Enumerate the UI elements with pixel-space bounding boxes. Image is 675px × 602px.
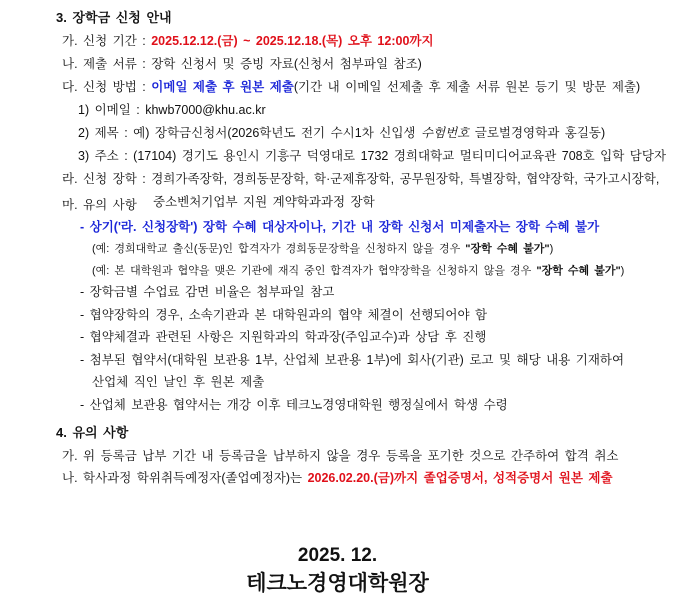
ex1-post: ) (549, 243, 554, 255)
scholarship-line2: 중소벤처기업부 지원 계약학과과정 장학 (153, 195, 375, 209)
notes-label: 마. 유의 사항 (62, 198, 137, 212)
scholarship-row (62, 171, 659, 187)
email-label: 1) 이메일 : (78, 103, 146, 117)
method-row (62, 79, 640, 95)
email-row (78, 102, 266, 118)
subject-label: 2) 제목 : (78, 126, 134, 140)
docs-label: 나. 제출 서류 : (62, 57, 152, 71)
ex2-pre: (예: 본 대학원과 협약을 맺은 기관에 재직 중인 합격자가 협약장학을 신청하지 않을 경우 (92, 265, 537, 277)
section3-title: 3. 장학금 신청 안내 (56, 10, 172, 25)
note-example-2 (92, 263, 624, 279)
ex1-pre: (예: 경희대학교 출신(동문)인 합격자가 경희동문장학을 신청하지 않을 경우 (92, 243, 466, 255)
scholarship-label: 라. 신청 장학 : (62, 172, 152, 186)
ex2-post: ) (620, 265, 625, 277)
scholarship-line1: 경희가족장학, 경희동문장학, 학·군제휴장학, 공무원장학, 특별장학, 협약장학, 국가고시장학, (151, 172, 660, 186)
note-3: - 협약장학의 경우, 소속기관과 본 대학원과의 협약 체결이 선행되어야 함 (80, 308, 488, 322)
ex2-bold: "장학 수혜 불가" (536, 265, 621, 277)
subject-post: 글로벌경영학과 홍길동) (469, 126, 606, 140)
ex1-bold: "장학 수혜 불가" (465, 243, 550, 255)
note-2: - 장학금별 수업료 감면 비율은 첨부파일 참고 (80, 285, 335, 299)
footer-date: 2025. 12. (297, 545, 378, 566)
docs-value: 장학 신청서 및 증빙 자료(신청서 첨부파일 참조) (151, 57, 422, 71)
method-emph: 이메일 제출 후 원본 제출 (151, 80, 294, 94)
docs-row (62, 56, 422, 72)
subject-italic: 수험번호 (420, 126, 470, 140)
section4-b (62, 470, 613, 486)
address-label: 3) 주소 : (78, 149, 134, 163)
note-6: - 산업체 보관용 협약서는 개강 이후 테크노경영대학원 행정실에서 학생 수령 (80, 398, 508, 412)
section4-a: 가. 위 등록금 납부 기간 내 등록금을 납부하지 않을 경우 등록을 포기한 것으로 간주하여 합격 취소 (62, 449, 619, 463)
subject-row (78, 125, 605, 141)
note-example-1 (92, 241, 553, 257)
section4-title: 4. 유의 사항 (56, 425, 129, 440)
method-label: 다. 신청 방법 : (62, 80, 152, 94)
section4-b-emph: 2026.02.20.(금)까지 졸업증명서, 성적증명서 원본 제출 (307, 471, 613, 485)
email-link[interactable]: khwb7000@khu.ac.kr (145, 103, 266, 117)
period-row (62, 33, 434, 49)
address-value: (17104) 경기도 용인시 기흥구 덕영대로 1732 경희대학교 멀티미디어교육관 708호 입학 담당자 (133, 149, 667, 163)
period-label: 가. 신청 기간 : (62, 34, 152, 48)
note-4: - 협약체결과 관련된 사항은 지원학과의 학과장(주임교수)과 상담 후 진행 (80, 330, 487, 344)
section4-b-pre: 나. 학사과정 학위취득예정자(졸업예정자)는 (62, 471, 308, 485)
address-row (78, 148, 666, 164)
note-1: - 상기('라. 신청장학') 장학 수혜 대상자이나, 기간 내 장학 신청서 미제출자는 장학 수혜 불가 (80, 220, 600, 234)
note-5b: 산업체 직인 날인 후 원본 제출 (92, 375, 265, 389)
period-value: 2025.12.12.(금) ~ 2025.12.18.(목) 오후 12:00까지 (151, 34, 434, 48)
footer-signature: 테크노경영대학원장 (246, 572, 429, 595)
subject-pre: 예) 장학금신청서(2026학년도 전기 수시1차 신입생 (133, 126, 421, 140)
method-rest: (기간 내 이메일 선제출 후 제출 서류 원본 등기 및 방문 제출) (293, 80, 641, 94)
note-5a: - 첨부된 협약서(대학원 보관용 1부, 산업체 보관용 1부)에 회사(기관) 로고 및 해당 내용 기재하여 (80, 353, 625, 367)
